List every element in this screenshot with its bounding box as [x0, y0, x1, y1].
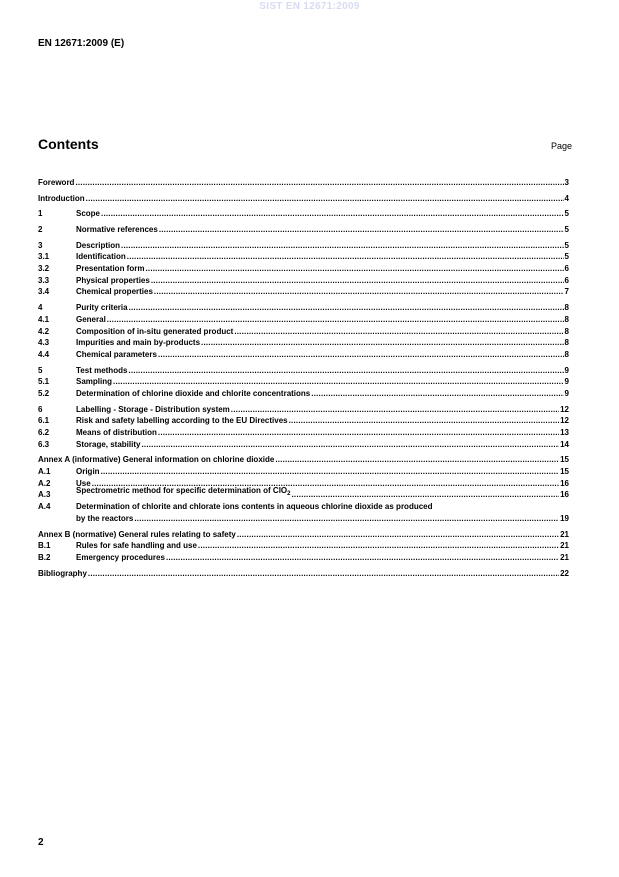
toc-leader-dots [88, 568, 559, 580]
toc-entry-title [76, 263, 144, 275]
toc-entry[interactable] [38, 302, 569, 314]
toc-entry-number: 3.3 [38, 275, 50, 285]
toc-group [38, 240, 569, 298]
document-id: EN 12671:2009 (E) [38, 38, 125, 49]
toc-entry-title-text: Chemical parameters [76, 349, 157, 359]
toc-entry-title-text: Physical properties [76, 275, 150, 285]
toc-entry-number: 6.1 [38, 416, 50, 426]
toc-leader-dots [141, 439, 559, 451]
toc-entry-title-text: Risk and safety labelling according to the EU Directives [76, 416, 288, 426]
toc-entry-page: 5 [564, 209, 569, 219]
toc-entry-title [76, 388, 310, 400]
toc-leader-dots [201, 337, 564, 349]
toc-entry[interactable] [38, 454, 569, 466]
toc-entry-title-text: Introduction [38, 193, 85, 203]
toc-group [38, 568, 569, 580]
table-of-contents [38, 177, 569, 583]
toc-entry-title-text: Composition of in-situ generated product [76, 326, 234, 336]
toc-entry[interactable] [38, 540, 569, 552]
toc-entry-title-text: Description [76, 240, 121, 250]
toc-entry[interactable] [38, 415, 569, 427]
toc-leader-dots [128, 365, 563, 377]
toc-entry-title-text: Spectrometric method for specific determination of ClO [76, 486, 288, 496]
toc-entry-title [76, 208, 100, 220]
toc-entry-title [38, 568, 87, 580]
toc-entry-page: 12 [560, 416, 569, 426]
toc-entry[interactable] [38, 275, 569, 287]
toc-entry[interactable] [38, 376, 569, 388]
toc-leader-dots [107, 314, 564, 326]
toc-leader-dots [101, 466, 560, 478]
toc-group [38, 193, 569, 205]
toc-entry-title [38, 193, 85, 205]
toc-group [38, 302, 569, 360]
toc-entry-number: 6.2 [38, 428, 50, 438]
toc-entry[interactable] [38, 208, 569, 220]
toc-entry-number: 4.4 [38, 349, 50, 359]
toc-group [38, 454, 569, 524]
toc-entry-title-text: Sampling [76, 377, 113, 387]
toc-entry-number: 5 [38, 365, 43, 375]
toc-entry-title [76, 302, 128, 314]
toc-leader-dots [198, 540, 559, 552]
toc-entry-title-text: General [76, 314, 106, 324]
toc-entry-subscript: 2 [287, 491, 291, 498]
toc-entry-title-text: Origin [76, 467, 100, 477]
toc-entry[interactable] [38, 552, 569, 564]
toc-entry-title [76, 439, 140, 451]
toc-entry[interactable] [38, 193, 569, 205]
toc-entry-page: 21 [560, 552, 569, 562]
toc-group [38, 365, 569, 400]
toc-entry-title-text: Identification [76, 252, 126, 262]
toc-entry-page: 8 [564, 326, 569, 336]
toc-entry[interactable] [38, 251, 569, 263]
toc-group [38, 529, 569, 564]
toc-entry-title-continued: by the reactors [76, 513, 134, 523]
toc-entry[interactable] [38, 287, 569, 299]
toc-entry-number: A.2 [38, 478, 51, 488]
toc-entry-page: 14 [560, 439, 569, 449]
toc-entry-page: 9 [564, 377, 569, 387]
toc-entry[interactable] [38, 529, 569, 541]
toc-entry-title-text: Foreword [38, 177, 75, 187]
toc-entry-title-text: Emergency procedures [76, 552, 165, 562]
toc-leader-dots [289, 415, 559, 427]
toc-entry-page: 9 [564, 365, 569, 375]
toc-entry-title [76, 466, 100, 478]
toc-leader-dots [166, 552, 559, 564]
toc-entry[interactable] [38, 263, 569, 275]
toc-leader-dots [158, 427, 559, 439]
toc-entry-page: 16 [560, 478, 569, 488]
toc-entry[interactable] [38, 177, 569, 189]
toc-entry-title-text: Storage, stability [76, 439, 141, 449]
toc-entry-page: 15 [560, 455, 569, 465]
page-number: 2 [38, 837, 44, 848]
toc-entry-title: Determination of chlorite and chlorate ions contents in aqueous chlorine dioxide as produced [76, 502, 433, 512]
toc-entry-title-text: Labelling - Storage - Distribution system [76, 404, 230, 414]
toc-entry-number: 4.1 [38, 314, 50, 324]
toc-entry-page: 16 [560, 490, 569, 500]
toc-entry-title-text: Rules for safe handling and use [76, 541, 197, 551]
toc-entry-page: 5 [564, 252, 569, 262]
toc-entry-number: 1 [38, 209, 43, 219]
toc-entry-number: 4.3 [38, 338, 50, 348]
toc-leader-dots [75, 177, 563, 189]
toc-entry-title [76, 540, 197, 552]
toc-entry-number: B.2 [38, 552, 51, 562]
toc-entry-number: 3.2 [38, 264, 50, 274]
toc-entry[interactable] [38, 314, 569, 326]
toc-entry-title [38, 454, 274, 466]
toc-entry-title [76, 349, 157, 361]
toc-entry-title [76, 365, 127, 377]
toc-entry-page: 8 [564, 314, 569, 324]
toc-entry[interactable] [38, 240, 569, 252]
toc-entry-number: 3.1 [38, 252, 50, 262]
page-column-label: Page [551, 141, 573, 151]
toc-entry-number: 3 [38, 240, 43, 250]
toc-entry-number: 4 [38, 303, 43, 313]
toc-entry-title [76, 337, 200, 349]
toc-entry-page: 5 [564, 225, 569, 235]
toc-entry-page: 21 [560, 529, 569, 539]
toc-entry-number: B.1 [38, 541, 51, 551]
toc-leader-dots [234, 326, 563, 338]
toc-entry-page: 12 [560, 404, 569, 414]
toc-entry-number: 3.4 [38, 287, 50, 297]
toc-leader-dots [151, 275, 564, 287]
toc-entry-title [76, 275, 150, 287]
toc-entry-title-text: Bibliography [38, 568, 87, 578]
toc-entry-page: 19 [560, 513, 569, 523]
toc-entry-title-text: Purity criteria [76, 303, 128, 313]
toc-entry-page: 13 [560, 428, 569, 438]
toc-entry-title-text: Means of distribution [76, 428, 157, 438]
toc-leader-dots [231, 404, 559, 416]
toc-entry-page: 8 [564, 338, 569, 348]
toc-entry[interactable] [38, 365, 569, 377]
toc-entry-page: 3 [564, 177, 569, 187]
toc-entry-title [76, 314, 106, 326]
toc-leader-dots [158, 349, 564, 361]
toc-entry-title [76, 485, 291, 501]
toc-entry-title [76, 552, 165, 564]
toc-entry[interactable] [38, 337, 569, 349]
toc-leader-dots [86, 193, 564, 205]
toc-entry-title-text: Test methods [76, 365, 128, 375]
toc-entry-page: 6 [564, 275, 569, 285]
toc-entry-title [76, 286, 153, 298]
toc-entry-title [76, 251, 126, 263]
toc-entry[interactable] [38, 486, 569, 502]
toc-entry-title [76, 404, 230, 416]
toc-entry-title-text: Normative references [76, 225, 158, 235]
toc-entry-number: 6.3 [38, 439, 50, 449]
toc-entry-title-text: Chemical properties [76, 287, 153, 297]
toc-entry-title-text: Impurities and main by-products [76, 338, 201, 348]
toc-entry-page: 8 [564, 349, 569, 359]
toc-entry-page: 7 [564, 287, 569, 297]
toc-entry-title [76, 427, 157, 439]
toc-leader-dots [159, 224, 564, 236]
toc-entry[interactable] [38, 466, 569, 478]
toc-entry-title [76, 224, 158, 236]
toc-leader-dots [113, 376, 564, 388]
toc-entry-number: A.4 [38, 502, 51, 512]
toc-entry-page: 6 [564, 264, 569, 274]
toc-entry-title [38, 529, 236, 541]
toc-entry[interactable] [38, 568, 569, 580]
toc-entry[interactable] [38, 427, 569, 439]
toc-group [38, 177, 569, 189]
toc-entry-number: A.1 [38, 467, 51, 477]
toc-entry-title [76, 326, 233, 338]
toc-entry[interactable] [38, 501, 569, 524]
toc-entry[interactable] [38, 388, 569, 400]
toc-entry[interactable] [38, 404, 569, 416]
toc-leader-dots [237, 529, 559, 541]
toc-entry-title-text: Annex A (informative) General information on chlorine dioxide [38, 455, 275, 465]
toc-entry-page: 15 [560, 467, 569, 477]
toc-entry-page: 9 [564, 388, 569, 398]
toc-entry-number: 5.2 [38, 388, 50, 398]
toc-entry-title [76, 240, 120, 252]
toc-entry-title-text: Presentation form [76, 264, 145, 274]
contents-heading: Contents [38, 136, 99, 152]
toc-leader-dots [275, 454, 559, 466]
toc-entry-page: 21 [560, 541, 569, 551]
watermark: SIST EN 12671:2009 [259, 1, 360, 12]
toc-leader-dots [101, 208, 564, 220]
toc-leader-dots [129, 302, 564, 314]
toc-entry-title [76, 415, 288, 427]
toc-group [38, 224, 569, 236]
toc-entry-page: 22 [560, 568, 569, 578]
toc-entry-number: 2 [38, 225, 43, 235]
toc-group [38, 404, 569, 451]
toc-entry-title-text: Scope [76, 209, 101, 219]
toc-entry-page: 4 [564, 193, 569, 203]
toc-entry-title-text: Determination of chlorine dioxide and chlorite concentrations [76, 388, 311, 398]
toc-entry-number: 6 [38, 404, 43, 414]
toc-entry[interactable] [38, 349, 569, 361]
toc-entry-number: A.3 [38, 490, 51, 500]
toc-leader-dots [127, 251, 564, 263]
toc-leader-dots [134, 513, 559, 525]
toc-leader-dots [292, 489, 560, 501]
toc-leader-dots [154, 286, 564, 298]
toc-entry-title-text: Annex B (normative) General rules relating to safety [38, 529, 236, 539]
toc-leader-dots [121, 240, 564, 252]
toc-group [38, 208, 569, 220]
toc-entry-page: 5 [564, 240, 569, 250]
toc-leader-dots [311, 388, 563, 400]
toc-entry-page: 8 [564, 303, 569, 313]
toc-entry[interactable] [38, 326, 569, 338]
toc-entry-number: 5.1 [38, 377, 50, 387]
toc-entry-number: 4.2 [38, 326, 50, 336]
toc-entry-title [38, 177, 74, 189]
toc-entry-title [76, 376, 112, 388]
toc-leader-dots [145, 263, 563, 275]
toc-entry-title-text: Use [76, 478, 91, 488]
toc-entry[interactable] [38, 224, 569, 236]
toc-entry[interactable] [38, 439, 569, 451]
